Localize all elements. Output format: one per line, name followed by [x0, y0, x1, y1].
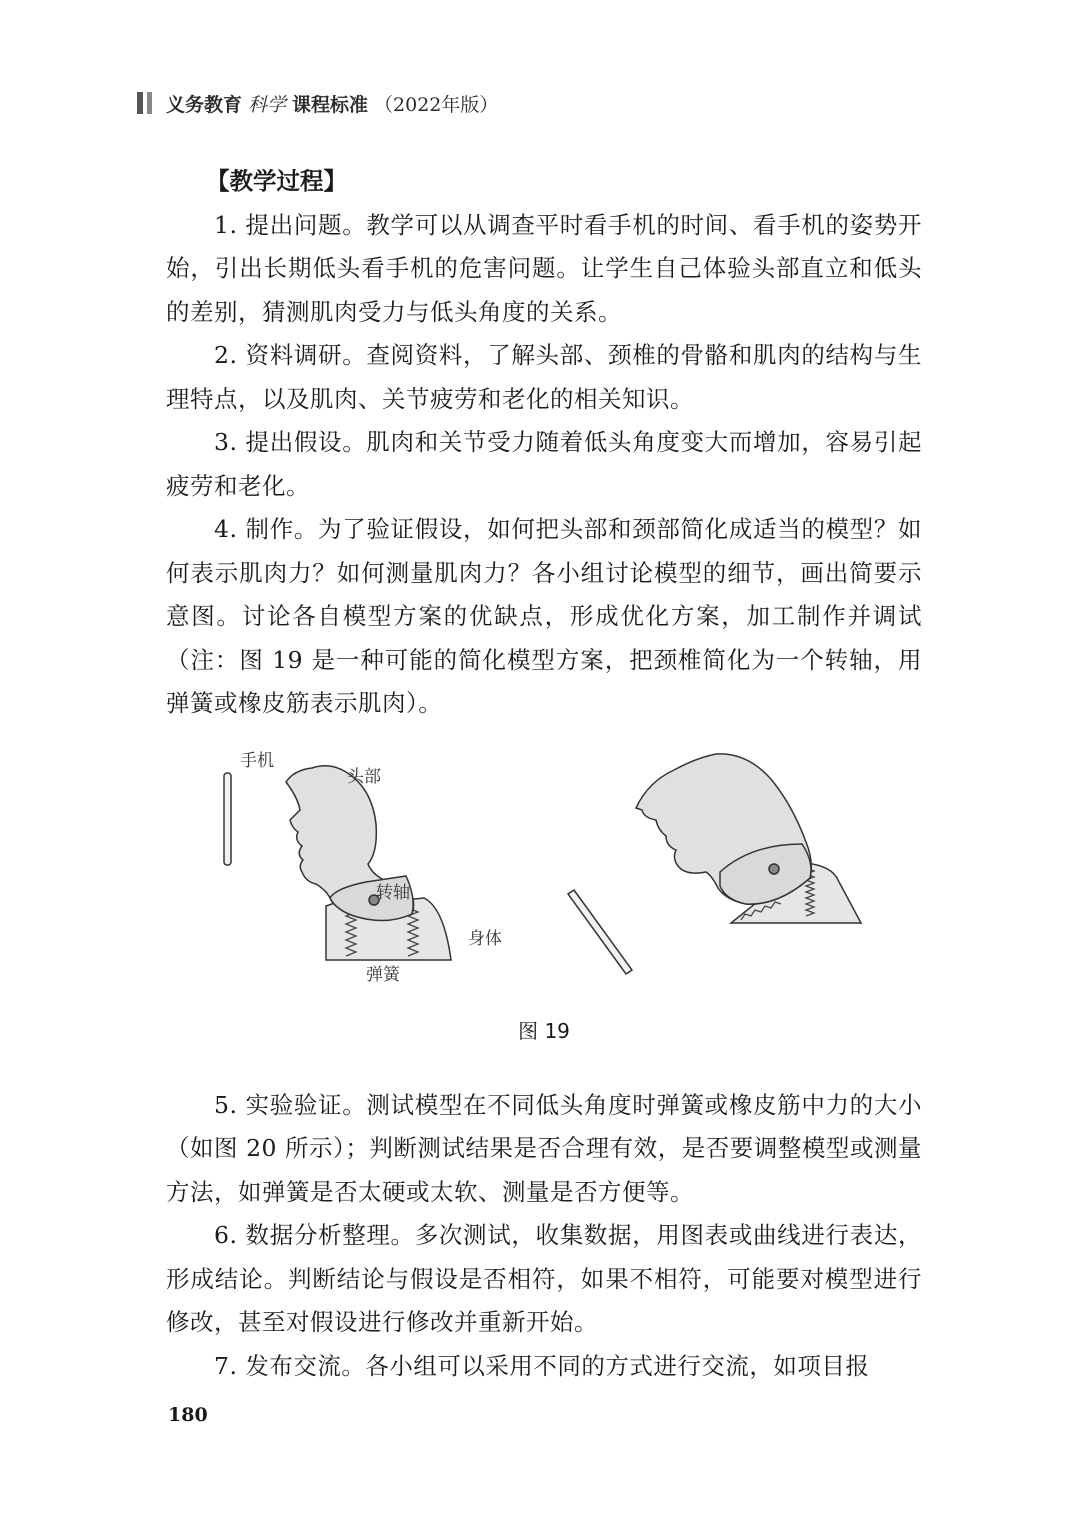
figure-19: [166, 748, 922, 985]
header-subject: 科学: [248, 93, 287, 116]
page-body: [166, 160, 922, 1388]
step-1: 1. 提出问题。教学可以从调查平时看手机的时间、看手机的姿势开始，引出长期低头看手机的危害问题。让学生自己体验头部直立和低头的差别，猜测肌肉受力与低头角度的关系。: [166, 210, 922, 326]
header-series: 义务教育: [166, 93, 243, 116]
phone-tilted: [568, 890, 632, 974]
header-doc: 课程标准: [292, 93, 369, 116]
label-head: 头部: [347, 766, 381, 787]
page-number: 180: [168, 1404, 208, 1426]
header-edition: （2022年版）: [374, 93, 499, 116]
header-bars-decoration: [137, 92, 152, 114]
neck-model-illustration: [166, 748, 922, 978]
label-axis: 转轴: [376, 882, 410, 903]
figure-caption: 图 19: [518, 1018, 570, 1043]
step-5: 5. 实验验证。测试模型在不同低头角度时弹簧或橡皮筋中力的大小（如图 20 所示）；判断测试结果是否合理有效，是否要调整模型或测量方法，如弹簧是否太硬或太软、测量是否方便等。: [166, 1090, 922, 1206]
phone-upright: [224, 773, 231, 865]
label-phone: 手机: [240, 750, 274, 771]
step-2: 2. 资料调研。查阅资料，了解头部、颈椎的骨骼和肌肉的结构与生理特点，以及肌肉、关节疲劳和老化的相关知识。: [166, 341, 922, 413]
step-6: 6. 数据分析整理。多次测试，收集数据，用图表或曲线进行表达，形成结论。判断结论与假设是否相符，如果不相符，可能要对模型进行修改，甚至对假设进行修改并重新开始。: [166, 1221, 922, 1336]
section-title: 【教学过程】: [206, 167, 347, 195]
label-body: 身体: [468, 928, 502, 949]
running-header: [137, 88, 498, 118]
step-3: 3. 提出假设。肌肉和关节受力随着低头角度变大而增加，容易引起疲劳和老化。: [166, 428, 922, 500]
label-spring: 弹簧: [366, 964, 400, 985]
step-4: 4. 制作。为了验证假设，如何把头部和颈部简化成适当的模型？如何表示肌肉力？如何测量肌肉力？各小组讨论模型的细节，画出简要示意图。讨论各自模型方案的优缺点，形成优化方案，加工制作并调试（注：图 19 是一种可能的简化模型方案，把颈椎简化为一个转轴，用弹簧或橡皮筋表示肌肉）。: [166, 515, 922, 717]
pivot-axis-right: [769, 864, 779, 874]
step-7: 7. 发布交流。各小组可以采用不同的方式进行交流，如项目报: [214, 1351, 870, 1380]
